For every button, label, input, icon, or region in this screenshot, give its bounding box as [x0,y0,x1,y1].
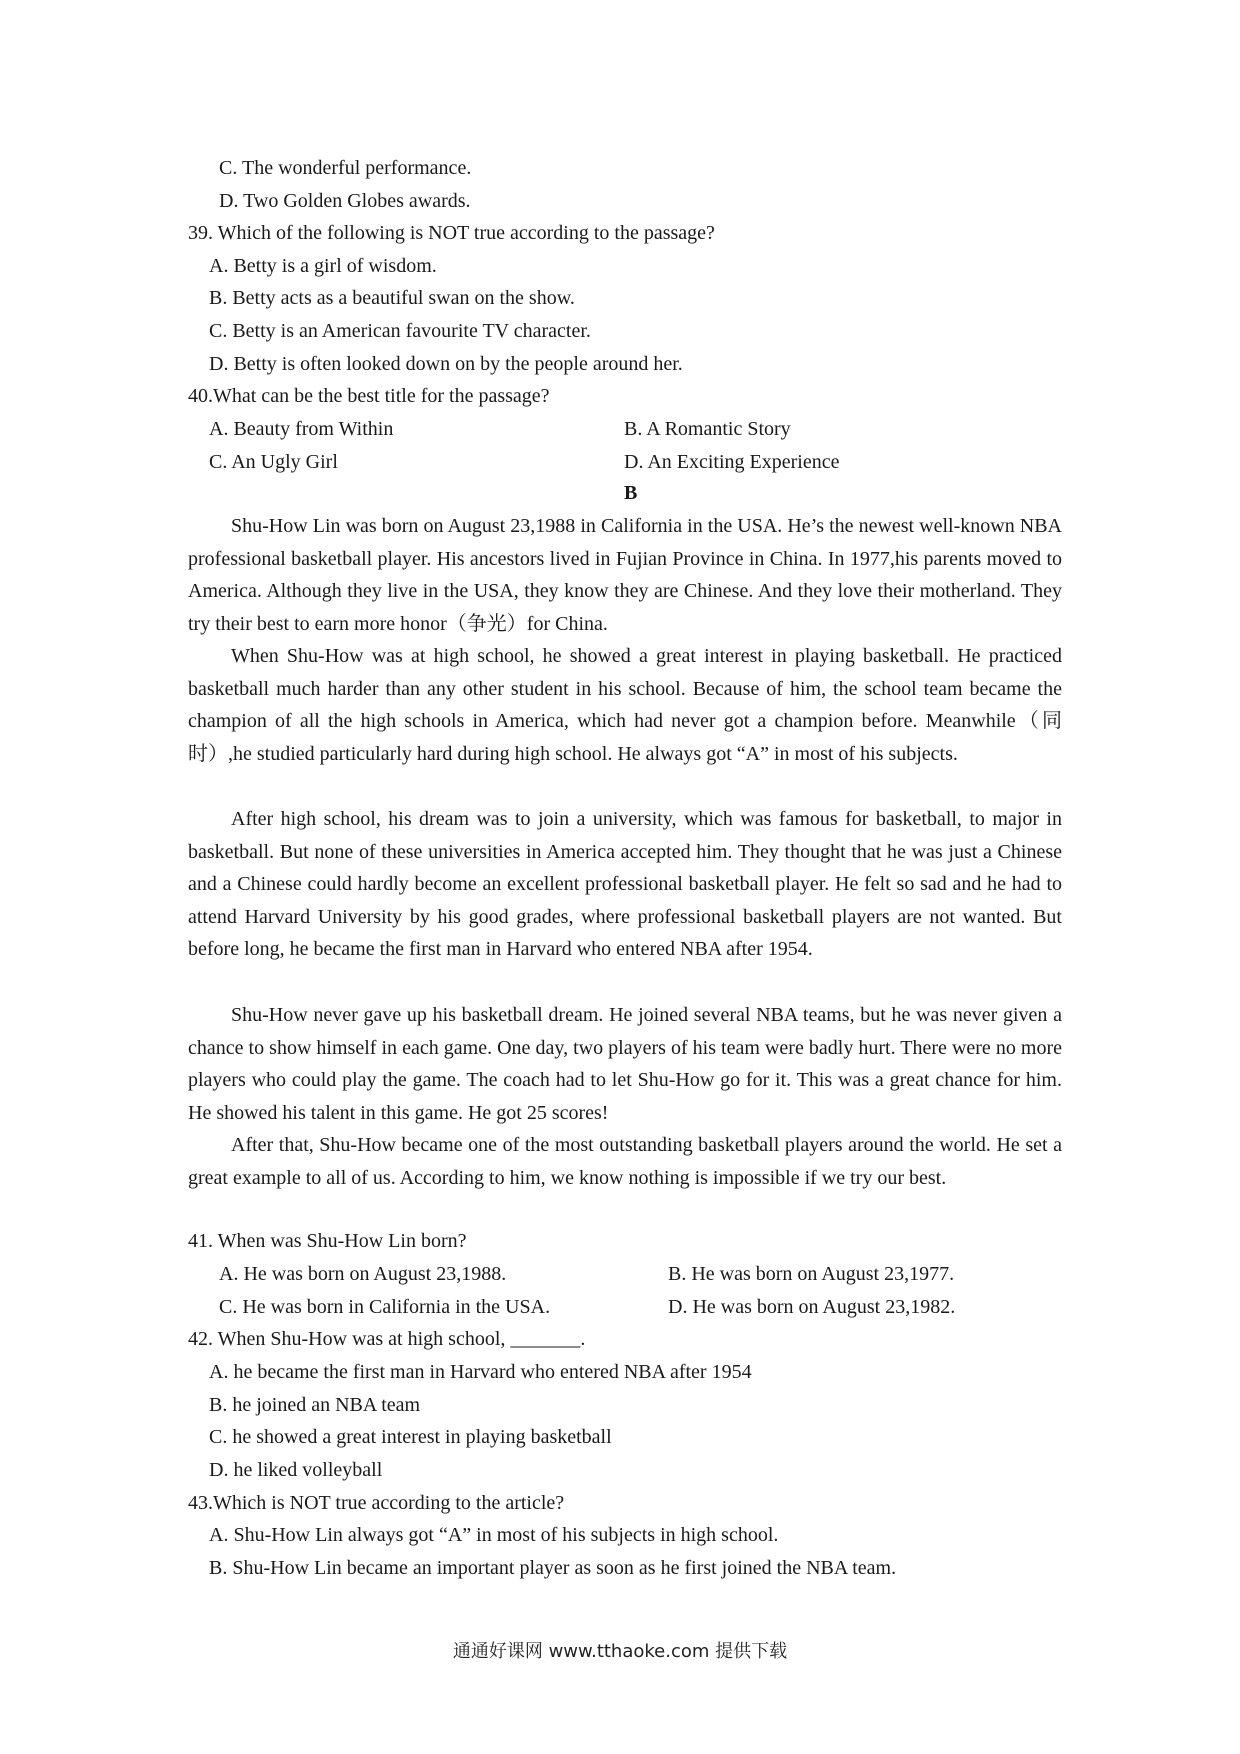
passage-paragraph-5 [188,1129,1062,1194]
paragraph-text: Shu-How never gave up his basketball dream. He joined several NBA teams, but he was never given a chance to show himself in each game. One day, two players of his team were badly hurt. There were no more players who could play the game. The coach had to let Shu-How go for it. This was a great chance for him. He showed his talent in this game. He got 25 scores! [188,1004,1062,1124]
q40-option-c: C. An Ugly Girl [209,451,338,473]
q40-option-a: A. Beauty from Within [209,418,394,440]
q41-option-c: C. He was born in California in the USA. [219,1296,551,1318]
paragraph-text: Shu-How Lin was born on August 23,1988 in California in the USA. He’s the newest well-known NBA professional basketball player. His ancestors lived in Fujian Province in China. In 1977,his parents moved to America. Although they live in the USA, they know they are Chinese. And they love their motherland. They try their best to earn more honor（争光）for China. [188,515,1062,635]
q41-option-b: B. He was born on August 23,1977. [668,1263,955,1285]
paragraph-text: When Shu-How was at high school, he showed a great interest in playing basketball. He practiced basketball much harder than any other student in his school. Because of him, the school team became the champion of all the high schools in America, which had never got a champion before. Meanwhile（同时）,he studied particularly hard during high school. He always got “A” in most of his subjects. [188,645,1062,765]
q40-stem: 40.What can be the best title for the passage? [188,385,550,407]
q43-option-a: A. Shu-How Lin always got “A” in most of his subjects in high school. [209,1524,779,1546]
q41-stem: 41. When was Shu-How Lin born? [188,1230,467,1252]
q42-option-c: C. he showed a great interest in playing basketball [209,1426,612,1448]
q43-option-b: B. Shu-How Lin became an important player as soon as he first joined the NBA team. [209,1557,897,1579]
q42-option-b: B. he joined an NBA team [209,1394,421,1416]
q42-option-d: D. he liked volleyball [209,1459,383,1481]
paragraph-text: After high school, his dream was to join a university, which was famous for basketball, to major in basketball. But none of these universities in America accepted him. They thought that he was just a Chinese and a Chinese could hardly become an excellent professional basketball player. He felt so sad and he had to attend Harvard University by his good grades, where professional basketball players are not wanted. But before long, he became the first man in Harvard who entered NBA after 1954. [188,808,1062,961]
q39-stem: 39. Which of the following is NOT true according to the passage? [188,222,715,244]
q41-option-d: D. He was born on August 23,1982. [668,1296,956,1318]
q39-option-c: C. Betty is an American favourite TV character. [209,320,591,342]
q42-option-a: A. he became the first man in Harvard who entered NBA after 1954 [209,1361,752,1383]
q39-option-d: D. Betty is often looked down on by the people around her. [209,353,683,375]
q40-option-d: D. An Exciting Experience [624,451,840,473]
q38-option-c: C. The wonderful performance. [219,157,472,179]
passage-paragraph-4 [188,999,1062,1129]
section-heading-b: B [624,482,638,504]
q43-stem: 43.Which is NOT true according to the article? [188,1492,565,1514]
q38-option-d: D. Two Golden Globes awards. [219,190,471,212]
passage-paragraph-2 [188,640,1062,770]
q39-option-b: B. Betty acts as a beautiful swan on the show. [209,287,575,309]
passage-paragraph-3 [188,803,1062,966]
paragraph-text: After that, Shu-How became one of the most outstanding basketball players around the world. He set a great example to all of us. According to him, we know nothing is impossible if we try our best. [188,1134,1062,1189]
passage-paragraph-1 [188,510,1062,640]
q42-stem: 42. When Shu-How was at high school, _______. [188,1328,586,1350]
q39-option-a: A. Betty is a girl of wisdom. [209,255,437,277]
download-footer: 通通好课网 www.tthaoke.com 提供下载 [452,1641,788,1662]
q41-option-a: A. He was born on August 23,1988. [219,1263,507,1285]
q40-option-b: B. A Romantic Story [624,418,791,440]
